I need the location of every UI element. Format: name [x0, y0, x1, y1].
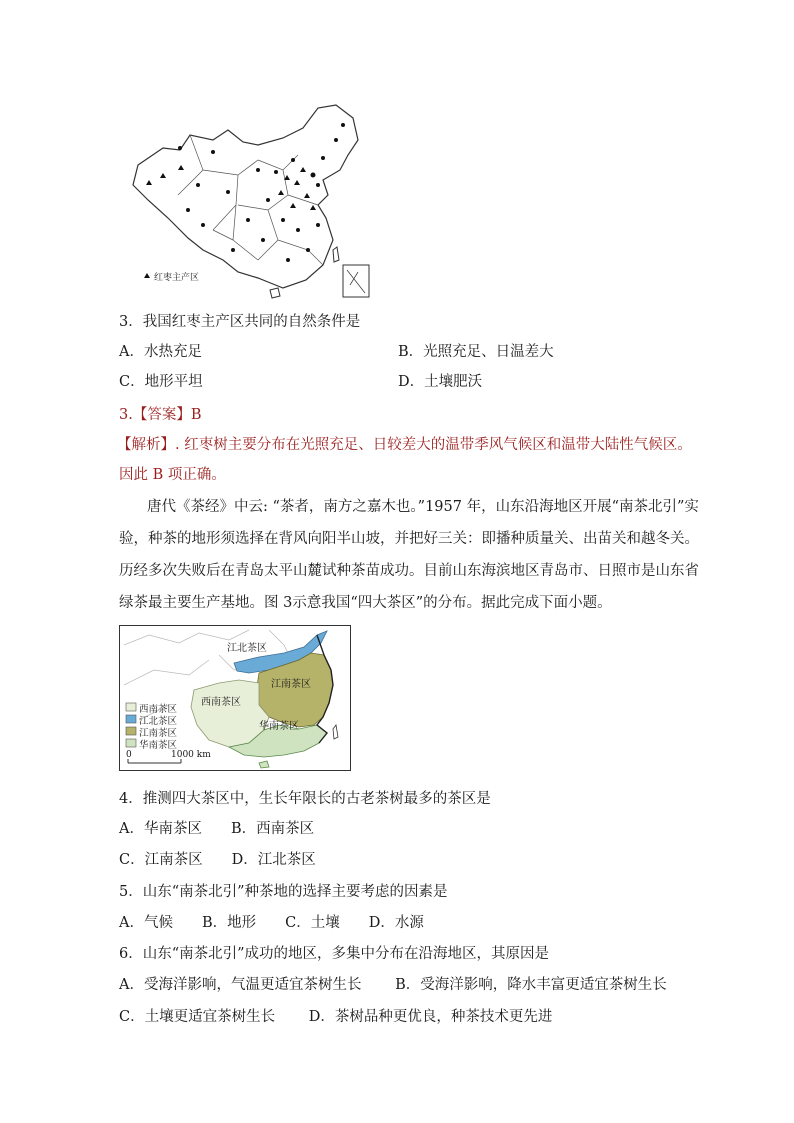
tea-regions-map: [119, 625, 351, 771]
legend-swatch-xinan: [126, 703, 136, 711]
q3-answer: 3.【答案】B: [119, 407, 202, 423]
region-label-jiangbei: 江北茶区: [227, 643, 267, 654]
q6-options-row1: A．受海洋影响，气温更适宜茶树生长 B．受海洋影响，降水丰富更适宜茶树生长: [119, 977, 667, 993]
q3-option-b: B．光照充足、日温差大: [398, 344, 554, 360]
q4-stem: 4．推测四大茶区中，生长年限长的古老茶树最多的茶区是: [119, 791, 491, 807]
passage-line4: 绿茶最主要生产基地。图 3示意我国“四大茶区”的分布。据此完成下面小题。: [119, 595, 612, 611]
region-label-jiangnan: 江南茶区: [271, 679, 311, 690]
q4-options-row2: C．江南茶区 D．江北茶区: [119, 852, 316, 868]
legend-swatch-jiangnan: [126, 727, 136, 735]
china-outline: [133, 105, 358, 288]
q5-stem: 5．山东“南茶北引”种茶地的选择主要考虑的因素是: [119, 884, 448, 900]
q3-stem: 3．我国红枣主产区共同的自然条件是: [119, 314, 361, 330]
q3-option-c: C．地形平坦: [119, 374, 203, 390]
passage-line1: 唐代《茶经》中云: “茶者，南方之嘉木也。”1957 年，山东沿海地区开展“南茶北引”实: [147, 499, 699, 515]
legend-label-jiangnan: 江南茶区: [139, 728, 178, 739]
legend-swatch-huanan: [126, 739, 136, 747]
q4-options-row1: A．华南茶区 B．西南茶区: [119, 821, 315, 837]
q6-options-row2: C．土壤更适宜茶树生长 D．茶树品种更优良，种茶技术更先进: [119, 1009, 553, 1025]
legend-label-jiangbei: 江北茶区: [139, 716, 178, 727]
passage-line3: 历经多次失败后在青岛太平山麓试种茶苗成功。目前山东海滨地区青岛市、日照市是山东省: [119, 563, 699, 579]
scale-zero: 0: [126, 750, 132, 760]
q6-stem: 6．山东“南茶北引”成功的地区，多集中分布在沿海地区，其原因是: [119, 946, 550, 962]
map1-legend-label: 红枣主产区: [154, 273, 200, 283]
passage-line2: 验，种茶的地形须选择在背风向阳半山坡，并把好三关：即播种质量关、出苗关和越冬关。: [119, 531, 699, 547]
q3-option-a: A．水热充足: [119, 344, 202, 360]
region-label-huanan: 华南茶区: [259, 721, 299, 732]
legend-triangle-icon: [144, 273, 150, 278]
q3-option-d: D．土壤肥沃: [398, 374, 483, 390]
q5-options-row1: A．气候 B．地形 C．土壤 D．水源: [119, 915, 424, 931]
jujube-distribution-map: [118, 100, 380, 300]
q3-analysis-line1: 【解析】. 红枣树主要分布在光照充足、日较差大的温带季风气候区和温带大陆性气候区。: [117, 437, 692, 453]
region-label-xinan: 西南茶区: [201, 697, 241, 708]
scale-distance: 1000 km: [171, 750, 211, 760]
q3-analysis-line2: 因此 B 项正确。: [119, 467, 226, 483]
legend-label-huanan: 华南茶区: [139, 740, 178, 751]
legend-label-xinan: 西南茶区: [139, 704, 178, 715]
legend-swatch-jiangbei: [126, 715, 136, 723]
